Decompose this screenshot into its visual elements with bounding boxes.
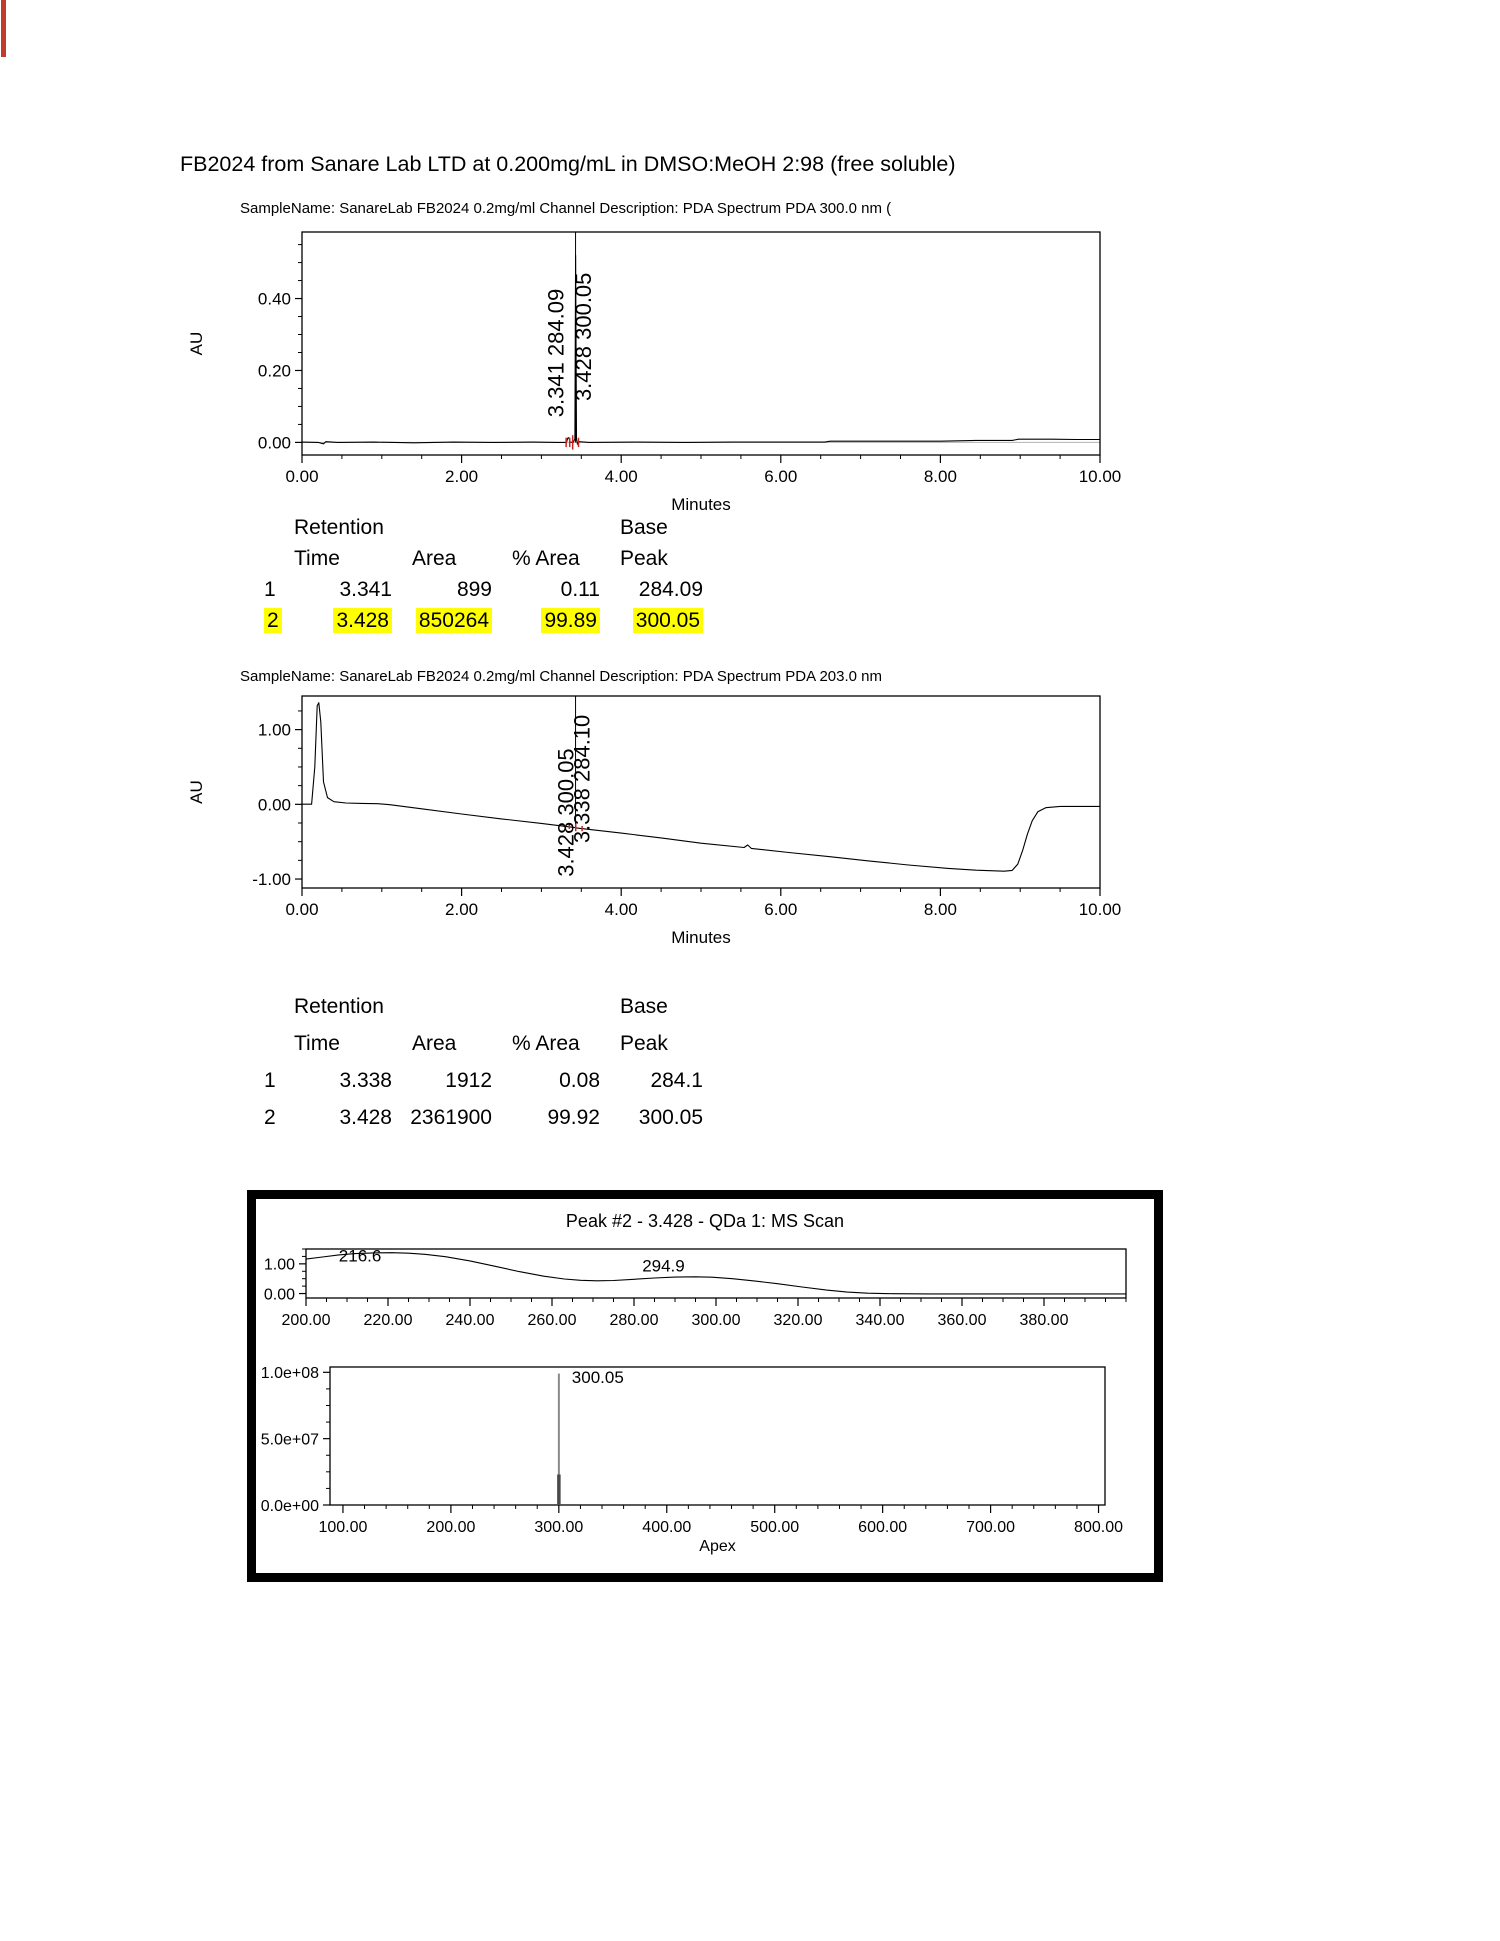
x-tick-label: 600.00: [858, 1519, 908, 1536]
x-tick-label: 360.00: [937, 1312, 987, 1329]
y-tick-label: 5.0e+07: [260, 1431, 319, 1449]
table-cell: 3.338: [339, 1069, 392, 1092]
y-tick-label: -1.00: [252, 870, 291, 890]
table-cell: [496, 605, 604, 636]
x-tick-label: 0.00: [285, 467, 319, 486]
plot-frame: [302, 232, 1100, 455]
y-tick-label: 0.20: [257, 361, 291, 381]
y-tick-label: 0.40: [257, 289, 291, 309]
y-tick-label: 1.00: [257, 720, 291, 740]
chromatogram-2-header: SampleName: SanareLab FB2024 0.2mg/ml Channel Description: PDA Spectrum PDA 203.0 nm: [240, 668, 882, 685]
ms-spectrum-plot: [260, 1357, 1140, 1567]
report-title: FB2024 from Sanare Lab LTD at 0.200mg/mL in DMSO:MeOH 2:98 (free soluble): [180, 152, 956, 176]
plot-frame: [302, 696, 1100, 888]
x-tick-label: 6.00: [764, 900, 798, 919]
table-cell: 2: [264, 1106, 276, 1129]
x-tick-label: 300.00: [534, 1519, 584, 1536]
table-header-row: [250, 1025, 707, 1062]
table-header-cell: [250, 1025, 286, 1062]
table-cell: [396, 605, 496, 636]
table-cell: 2361900: [410, 1106, 492, 1129]
plot-frame: [330, 1367, 1105, 1505]
table-header-cell: % Area: [512, 547, 580, 570]
highlighted-value: 850264: [416, 608, 492, 633]
table-cell: 1: [264, 578, 276, 601]
peak-annotation-label: 3.428 300.05: [570, 272, 596, 402]
table-cell: 1: [264, 1069, 276, 1092]
x-tick-label: 220.00: [363, 1312, 413, 1329]
table-header-cell: Area: [412, 547, 457, 570]
table-header-cell: Retention: [294, 995, 384, 1018]
plot-frame: [306, 1249, 1126, 1298]
table-header-cell: [250, 543, 286, 574]
trace-absorbance: [302, 703, 1100, 872]
table-cell: 300.05: [638, 1106, 703, 1129]
peak-table-2: [250, 988, 707, 1136]
table-header-cell: Base: [620, 516, 668, 539]
trace-uv-spectrum: [306, 1253, 1126, 1294]
x-tick-label: 300.00: [691, 1312, 741, 1329]
table-cell: 0.08: [559, 1069, 600, 1092]
table-cell: 1912: [445, 1069, 492, 1092]
table-row: [250, 1062, 707, 1099]
table-cell: 99.92: [547, 1106, 600, 1129]
table-header-row: [250, 543, 707, 574]
x-tick-label: 0.00: [285, 900, 319, 919]
x-tick-label: 4.00: [604, 467, 638, 486]
table-header-cell: [250, 988, 286, 1025]
x-tick-label: 500.00: [750, 1519, 800, 1536]
peak-annotation-label: 3.428 300.05: [553, 748, 579, 877]
table-cell: 899: [456, 578, 492, 601]
table-cell: 3.341: [339, 578, 392, 601]
table-header-cell: [250, 512, 286, 543]
point-annotation-label: 216.6: [338, 1246, 382, 1266]
table-cell: [286, 605, 396, 636]
ms-scan-title: Peak #2 - 3.428 - QDa 1: MS Scan: [565, 1211, 845, 1231]
table-cell: [604, 605, 707, 636]
x-tick-label: 200.00: [426, 1519, 476, 1536]
table-row: [250, 605, 707, 636]
y-axis-title: AU: [187, 331, 206, 356]
table-cell: 0.11: [560, 578, 600, 601]
x-tick-label: 340.00: [855, 1312, 905, 1329]
table-header-cell: Retention: [294, 516, 384, 539]
x-tick-label: 4.00: [604, 900, 638, 919]
x-tick-label: 8.00: [923, 467, 957, 486]
x-tick-label: 200.00: [281, 1312, 331, 1329]
peak-table-1: [250, 512, 707, 636]
table-cell: 284.1: [650, 1069, 703, 1092]
y-tick-label: 0.0e+00: [260, 1497, 319, 1515]
x-axis-title: Minutes: [671, 495, 731, 514]
x-tick-label: 8.00: [923, 900, 957, 919]
table-header-row: [250, 988, 707, 1025]
y-tick-label: 0.00: [263, 1286, 295, 1304]
table-header-cell: Time: [294, 547, 340, 570]
peak-annotation-label: 3.338 284.10: [569, 714, 595, 844]
y-tick-label: 1.0e+08: [260, 1365, 319, 1383]
x-tick-label: 260.00: [527, 1312, 577, 1329]
x-tick-label: 6.00: [764, 467, 798, 486]
x-axis-title: Apex: [699, 1538, 736, 1555]
table-header-cell: Peak: [620, 547, 668, 570]
x-tick-label: 400.00: [642, 1519, 692, 1536]
uv-spectrum-plot: [260, 1241, 1140, 1341]
x-tick-label: 280.00: [609, 1312, 659, 1329]
table-row: [250, 1099, 707, 1136]
y-axis-title: AU: [187, 780, 206, 804]
x-tick-label: 380.00: [1019, 1312, 1069, 1329]
point-annotation-label: 294.9: [642, 1256, 685, 1276]
y-tick-label: 0.00: [257, 433, 291, 453]
table-header-cell: [496, 512, 604, 543]
trace-absorbance: [302, 255, 1100, 444]
table-row: [250, 574, 707, 605]
x-tick-label: 320.00: [773, 1312, 823, 1329]
chromatogram-2-plot: [180, 687, 1130, 988]
y-tick-label: 0.00: [257, 795, 291, 815]
x-tick-label: 10.00: [1078, 467, 1122, 486]
table-header-cell: [396, 512, 496, 543]
point-annotation-label: 300.05: [571, 1367, 624, 1387]
x-tick-label: 240.00: [445, 1312, 495, 1329]
table-header-row: [250, 512, 707, 543]
highlighted-value: 99.89: [541, 608, 600, 633]
table-cell: 284.09: [638, 578, 703, 601]
table-header-cell: [396, 988, 496, 1025]
table-header-cell: Time: [294, 1032, 340, 1055]
ms-scan-panel: [247, 1190, 1163, 1582]
table-cell: [250, 605, 286, 636]
x-tick-label: 800.00: [1074, 1519, 1123, 1536]
table-header-cell: % Area: [512, 1032, 580, 1055]
table-header-cell: Base: [620, 995, 668, 1018]
scan-artifact: [1, 0, 6, 57]
x-tick-label: 100.00: [318, 1519, 368, 1536]
y-tick-label: 1.00: [263, 1256, 295, 1274]
table-cell: 3.428: [339, 1106, 392, 1129]
x-tick-label: 2.00: [445, 467, 479, 486]
table-header-cell: Peak: [620, 1032, 668, 1055]
highlighted-value: 2: [264, 608, 282, 633]
highlighted-value: 3.428: [333, 608, 392, 633]
table-header-cell: Area: [412, 1032, 457, 1055]
highlighted-value: 300.05: [633, 608, 703, 633]
chromatogram-1-header: SampleName: SanareLab FB2024 0.2mg/ml Channel Description: PDA Spectrum PDA 300.0 nm (: [240, 200, 892, 217]
table-header-cell: [496, 988, 604, 1025]
peak-annotation-label: 3.341 284.09: [543, 288, 569, 418]
chromatogram-1-plot: [180, 224, 1130, 520]
x-tick-label: 700.00: [966, 1519, 1016, 1536]
x-tick-label: 2.00: [445, 900, 479, 919]
x-axis-title: Minutes: [671, 928, 731, 947]
x-tick-label: 10.00: [1078, 900, 1122, 919]
